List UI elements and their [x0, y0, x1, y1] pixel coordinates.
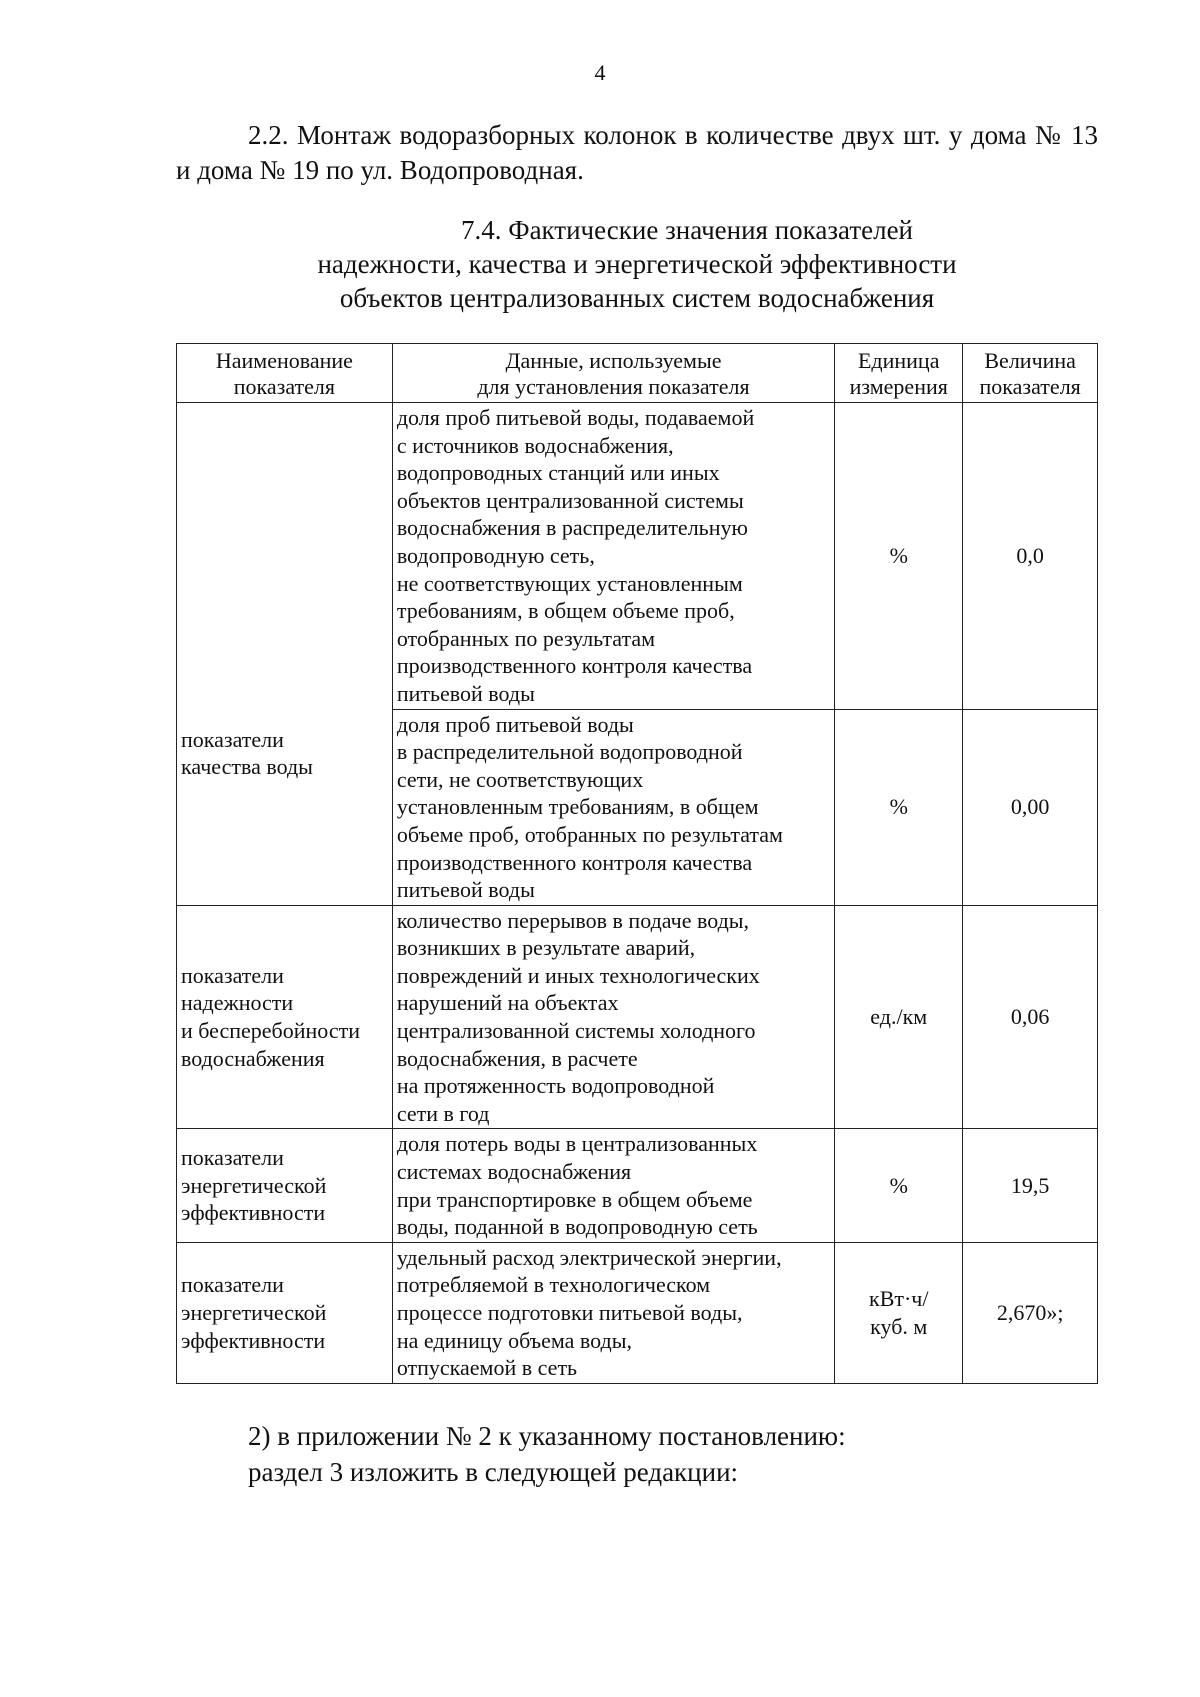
- source-data-cell: доля проб питьевой воды, подаваемой с источников водоснабжения, водопроводных станций или иных объектов централизованной системы водоснабжения в распределительную водопроводную сеть, не соответствующих установленным требованиям, в общем объеме проб, отобранных по результатам производственного контроля качества питьевой воды: [392, 403, 834, 710]
- source-data-cell: удельный расход электрической энергии, потребляемой в технологическом процессе подготовки питьевой воды, на единицу объема воды, отпускаемой в сеть: [392, 1242, 834, 1383]
- unit-cell: %: [835, 403, 963, 710]
- unit-cell: кВт·ч/ куб. м: [835, 1242, 963, 1383]
- value-cell: 2,670»;: [963, 1242, 1098, 1383]
- header-value: Величина показателя: [963, 344, 1098, 403]
- indicator-name-cell: показатели качества воды: [177, 403, 393, 906]
- section-title-line-2: надежности, качества и энергетической эффективности: [317, 249, 957, 279]
- value-cell: 19,5: [963, 1129, 1098, 1242]
- unit-cell: %: [835, 1129, 963, 1242]
- indicator-name-cell: показатели надежности и бесперебойности водоснабжения: [177, 905, 393, 1129]
- header-source-data: Данные, используемые для установления показателя: [392, 344, 834, 403]
- value-cell: 0,00: [963, 709, 1098, 905]
- table-row: [177, 403, 1098, 710]
- header-unit: Единица измерения: [835, 344, 963, 403]
- paragraph-after-line-1: 2) в приложении № 2 к указанному постановлению:: [248, 1421, 846, 1451]
- table-row: [177, 905, 1098, 1129]
- table-row: [177, 1129, 1098, 1242]
- paragraph-after-table: [248, 1418, 1098, 1490]
- source-data-cell: доля проб питьевой воды в распределительной водопроводной сети, не соответствующих установленным требованиям, в общем объеме проб, отобранных по результатам производственного контроля качества питьевой воды: [392, 709, 834, 905]
- unit-cell: ед./км: [835, 905, 963, 1129]
- header-indicator-name: Наименование показателя: [177, 344, 393, 403]
- paragraph-after-line-2: раздел 3 изложить в следующей редакции:: [248, 1457, 739, 1487]
- section-title: [176, 213, 1098, 315]
- indicator-name-cell: показатели энергетической эффективности: [177, 1242, 393, 1383]
- source-data-cell: доля потерь воды в централизованных системах водоснабжения при транспортировке в общем объеме воды, поданной в водопроводную сеть: [392, 1129, 834, 1242]
- indicator-name-cell: показатели энергетической эффективности: [177, 1129, 393, 1242]
- section-title-line-3: объектов централизованных систем водоснабжения: [339, 283, 935, 313]
- table-row: [177, 1242, 1098, 1383]
- page-number: 4: [594, 60, 606, 85]
- section-title-line-1: 7.4. Фактические значения показателей: [460, 215, 914, 245]
- source-data-cell: количество перерывов в подаче воды, возникших в результате аварий, повреждений и иных технологических нарушений на объектах централизованной системы холодного водоснабжения, в расчете на протяженность водопроводной сети в год: [392, 905, 834, 1129]
- table-header-row: [177, 344, 1098, 403]
- paragraph-2-2: 2.2. Монтаж водоразборных колонок в количестве двух шт. у дома № 13 и дома № 19 по ул. Водопроводная.: [176, 120, 1098, 185]
- indicators-table: [176, 343, 1098, 1384]
- unit-cell: %: [835, 709, 963, 905]
- value-cell: 0,0: [963, 403, 1098, 710]
- value-cell: 0,06: [963, 905, 1098, 1129]
